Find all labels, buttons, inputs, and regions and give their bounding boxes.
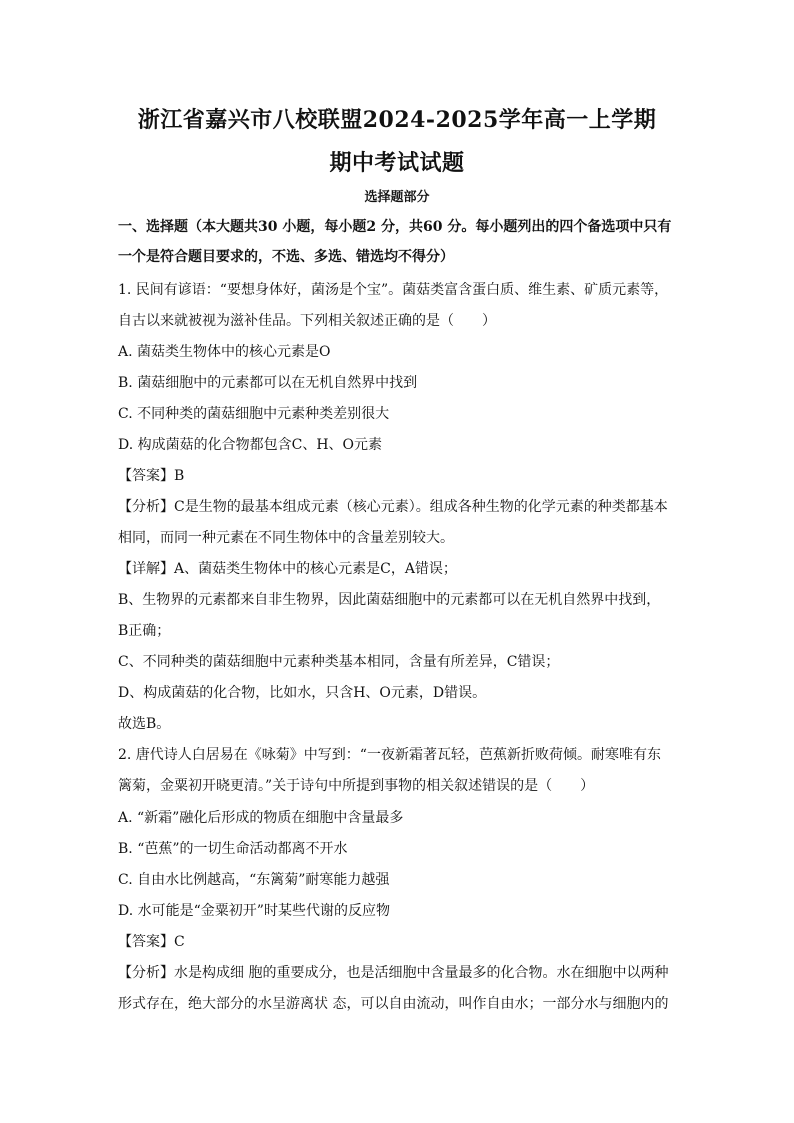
instructions-line: 一个是符合题目要求的，不选、多选、错选均不得分）	[118, 249, 454, 265]
section-heading: 选择题部分	[364, 190, 430, 205]
q1-detail-line: C、不同种类的菌菇细胞中元素种类基本相同，含量有所差异，C错误；	[118, 654, 560, 670]
q2-option-a: A. “新霜”融化后形成的物质在细胞中含量最多	[118, 810, 404, 826]
q2-option-d: D. 水可能是“金粟初开”时某些代谢的反应物	[118, 903, 390, 919]
page-title-line2: 期中考试试题	[329, 150, 465, 176]
q1-option-c: C. 不同种类的菌菇细胞中元素种类差别很大	[118, 406, 390, 422]
q1-answer: 【答案】B	[118, 468, 185, 484]
q1-detail-line: D、构成菌菇的化合物，比如水，只含H、O元素，D错误。	[118, 685, 487, 701]
q1-analysis-line: 相同，而同一种元素在不同生物体中的含量差别较大。	[118, 530, 454, 546]
q1-option-b: B. 菌菇细胞中的元素都可以在无机自然界中找到	[118, 375, 418, 391]
q2-analysis-line: 【分析】水是构成细 胞的重要成分，也是活细胞中含量最多的化合物。水在细胞中以两种	[118, 965, 669, 981]
q1-detail-line: B正确；	[118, 623, 171, 639]
q1-analysis-line: 【分析】C是生物的最基本组成元素（核心元素）。组成各种生物的化学元素的种类都基本	[118, 499, 668, 515]
q1-detail-line: B、生物界的元素都来自非生物界，因此菌菇细胞中的元素都可以在无机自然界中找到，	[118, 592, 661, 608]
q1-stem-line: 自古以来就被视为滋补佳品。下列相关叙述正确的是（ ）	[118, 313, 496, 329]
instructions-line: 一、选择题（本大题共30 小题，每小题2 分，共60 分。每小题列出的四个备选项中只有	[118, 219, 672, 235]
q1-stem-line: 1. 民间有谚语：“要想身体好，菌汤是个宝”。菌菇类富含蛋白质、维生素、矿质元素等，	[118, 282, 669, 298]
q2-stem-line: 2. 唐代诗人白居易在《咏菊》中写到：“一夜新霜著瓦轻，芭蕉新折败荷倾。耐寒唯有东	[118, 747, 661, 763]
q2-option-c: C. 自由水比例越高，“东篱菊”耐寒能力越强	[118, 872, 390, 888]
q2-answer: 【答案】C	[118, 934, 185, 950]
q1-option-d: D. 构成菌菇的化合物都包含C、H、O元素	[118, 437, 383, 453]
q2-analysis-line: 形式存在，绝大部分的水呈游离状 态，可以自由流动，叫作自由水；一部分水与细胞内的	[118, 996, 669, 1012]
q2-option-b: B. “芭蕉”的一切生命活动都离不开水	[118, 841, 348, 857]
q1-option-a: A. 菌菇类生物体中的核心元素是O	[118, 344, 331, 360]
q2-stem-line: 篱菊，金粟初开晓更清。”关于诗句中所提到事物的相关叙述错误的是（ ）	[118, 778, 595, 794]
q1-detail-line: 【详解】A、菌菇类生物体中的核心元素是C，A错误；	[118, 561, 457, 577]
page-title-line1: 浙江省嘉兴市八校联盟2024-2025学年高一上学期	[137, 107, 657, 133]
q1-conclusion: 故选B。	[118, 716, 171, 732]
